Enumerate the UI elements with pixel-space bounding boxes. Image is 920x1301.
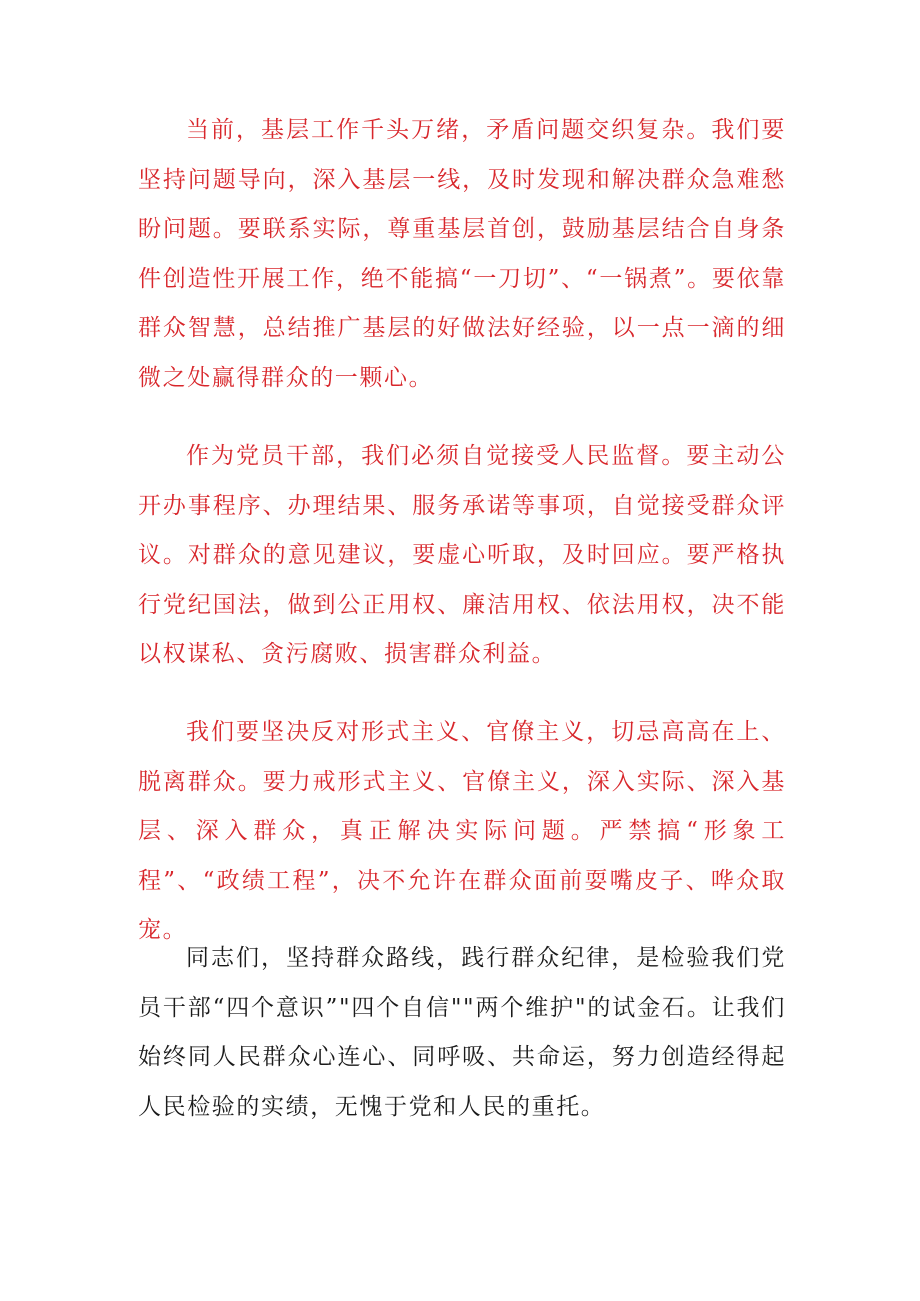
- paragraph-people-supervision: 作为党员干部，我们必须自觉接受人民监督。要主动公开办事程序、办理结果、服务承诺等事项，自觉接受群众评议。对群众的意见建议，要虚心听取，及时回应。要严格执行党纪国法，做到公正用权、廉洁用权、依法用权，决不能以权谋私、贪污腐败、损害群众利益。: [138, 443, 786, 667]
- paragraph-conclusion: 同志们，坚持群众路线，践行群众纪律，是检验我们党员干部“四个意识”"四个自信""两个维护"的试金石。让我们始终同人民群众心连心、同呼吸、共命运，努力创造经得起人民检验的实绩，无愧于党和人民的重托。: [138, 945, 786, 1120]
- paragraph-oppose-formalism: 我们要坚决反对形式主义、官僚主义，切忌高高在上、脱离群众。要力戒形式主义、官僚主义，深入实际、深入基层、深入群众，真正解决实际问题。严禁搞“形象工程”、“政绩工程”，决不允许在群众面前耍嘴皮子、哗众取宠。: [138, 719, 786, 943]
- paragraph-grassroots-work: 当前，基层工作千头万绪，矛盾问题交织复杂。我们要坚持问题导向，深入基层一线，及时发现和解决群众急难愁盼问题。要联系实际，尊重基层首创，鼓励基层结合自身条件创造性开展工作，绝不能搞“一刀切”、“一锅煮”。要依靠群众智慧，总结推广基层的好做法好经验，以一点一滴的细微之处赢得群众的一颗心。: [138, 117, 786, 391]
